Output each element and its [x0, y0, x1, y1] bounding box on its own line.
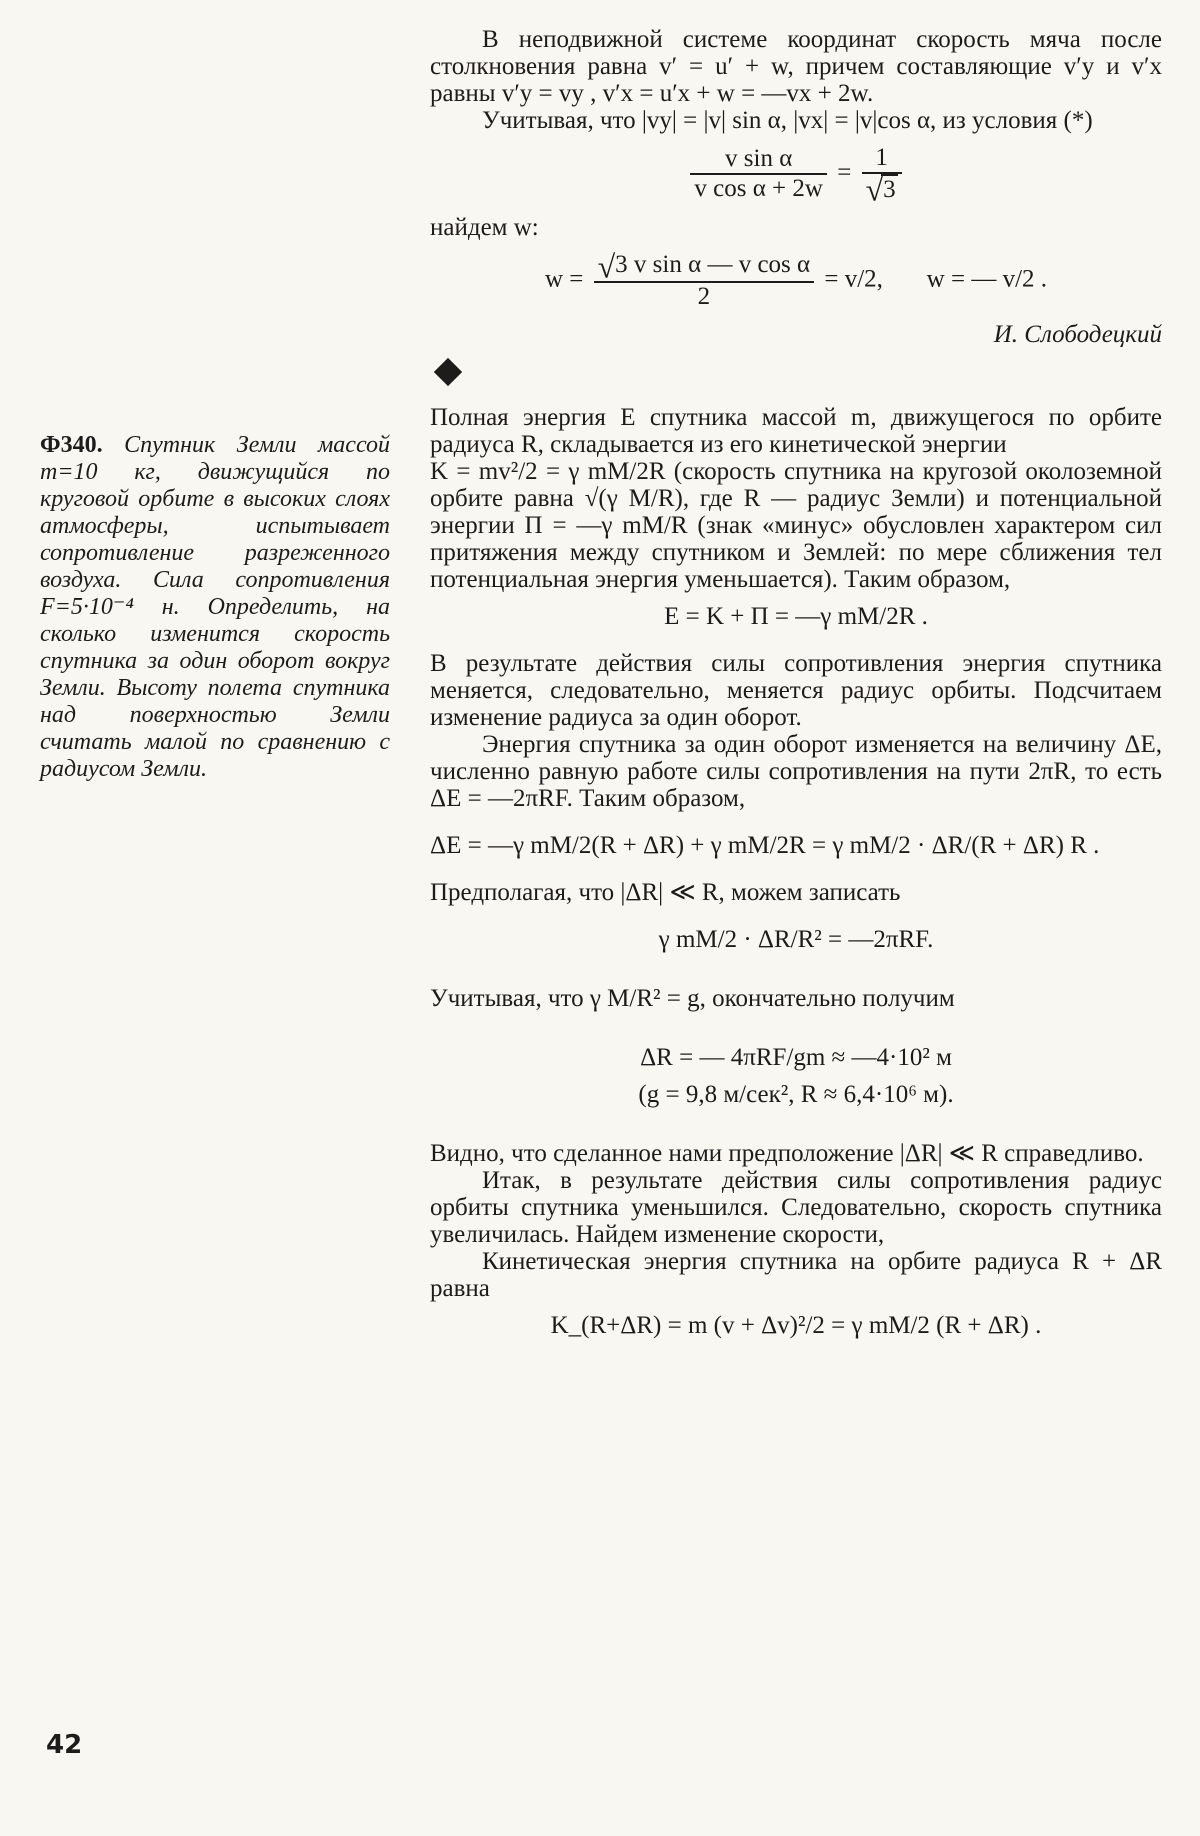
solution-paragraph-3: Энергия спутника за один оборот изменяется на величину ΔE, численно равную работе силы сопротивления на пути 2πR, то есть ΔE = —2πRF. Таким образом, [430, 730, 1162, 812]
eq2-right: w = — v/2 . [926, 265, 1048, 293]
equation-constants: (g = 9,8 м/сек², R ≈ 6,4·10⁶ м). [638, 1080, 954, 1108]
solution-paragraph-4: Предполагая, что |ΔR| ≪ R, можем записать [430, 878, 901, 906]
spacer [430, 869, 1162, 879]
main-column [430, 26, 1162, 1349]
problem-number: Ф340. [40, 432, 103, 458]
solution-paragraph-1a: Полная энергия E спутника массой m, движущегося по орбите радиуса R, складывается из его кинетической энергии [430, 403, 1162, 458]
sqrt-sign-icon: √ [865, 171, 884, 208]
eq1-fraction [690, 145, 827, 203]
sqrt-sign-icon: √ [597, 248, 616, 285]
eq2-middle: = v/2, [824, 265, 883, 293]
solution-paragraph-8: Кинетическая энергия спутника на орбите радиуса R + ΔR равна [430, 1247, 1162, 1302]
equation-kinetic-energy: K_(R+ΔR) = m (v + Δv)²/2 = γ mM/2 (R + ΔR) . [550, 1311, 1042, 1339]
problem-statement [40, 432, 390, 783]
solution-paragraph-6: Видно, что сделанное нами предположение |ΔR| ≪ R справедливо. [430, 1139, 1144, 1167]
eq2-numerator: 3 v sin α — v cos α [615, 251, 811, 279]
eq2-denominator: 2 [697, 282, 711, 310]
spacer [430, 906, 1162, 916]
eq1-rhs-fraction [862, 144, 902, 208]
solution-paragraph-2: В результате действия силы сопротивления энергия спутника меняется, следовательно, меняется радиус орбиты. Подсчитаем изменение радиуса за один оборот. [430, 649, 1162, 731]
solution-paragraph-7: Итак, в результате действия силы сопротивления радиус орбиты спутника уменьшился. Следовательно, скорость спутника увеличилась. Найдем изменение скорости, [430, 1166, 1162, 1248]
spacer [430, 812, 1162, 822]
eq1-rhs-numerator: 1 [862, 144, 902, 174]
equation-energy: E = K + П = —γ mM/2R . [664, 602, 928, 630]
equation-condition: $\frac{\text{v sin α}}{\text{v cos α + 2w}}$ = $\frac{1}{√3}$ [430, 144, 1162, 204]
eq2-fraction [594, 248, 815, 310]
diamond-separator-icon [434, 357, 462, 385]
eq2-lhs: w = [544, 265, 584, 293]
page-number: 42 [46, 1730, 83, 1760]
solution-paragraph-1b: K = mv²/2 = γ mM/2R (скорость спутника на кругозой околоземной орбите равна √(γ M/R), где R — радиус Земли) и потенциальной энергии П = —γ mM/R (знак «минус» обусловлен характером сил притяжения между спутником и Землей: по мере сближения тел потенциальная энергия уменьшается). Таким образом, [430, 457, 1162, 593]
solution-paragraph-5: Учитывая, что γ M/R² = g, окончательно получим [430, 984, 955, 1012]
eq1-rhs-denominator: √3 [865, 171, 896, 208]
prev-paragraph-2: Учитывая, что |vy| = |v| sin α, |vx| = |v|cos α, из условия (*) [482, 107, 1093, 134]
spacer [430, 963, 1162, 985]
equation-delta-energy: ΔE = —γ mM/2(R + ΔR) + γ mM/2R = γ mM/2 · ΔR/(R + ΔR) R . [430, 831, 1100, 859]
eq1-denominator: v cos α + 2w [694, 175, 823, 203]
spacer [430, 640, 1162, 650]
spacer [430, 1012, 1162, 1034]
equation-w [430, 248, 1162, 310]
prev-paragraph-1: В неподвижной системе координат скорость мяча после столкновения равна v′ = u′ + w, причем составляющие v′y и v′x равны v′y = vy , v′x = u′x + w = —vx + 2w. [430, 26, 1162, 107]
spacer [430, 1118, 1162, 1140]
equation-delta-r-result: ΔR = — 4πRF/gm ≈ —4·10² м [640, 1043, 952, 1071]
eq1-numerator: v sin α [690, 145, 827, 175]
find-w-text: найдем w: [430, 214, 539, 242]
equation-delta-r-relation: γ mM/2 · ΔR/R² = —2πRF. [658, 925, 934, 953]
problem-text: Спутник Земли массой m=10 кг, движущийся по круговой орбите в высоких слоях атмосферы, испытывает сопротивление разреженного воздуха. Сила сопротивления F=5·10⁻⁴ н. Определить, на сколько изменится скорость спутника за один оборот вокруг Земли. Высоту полета спутника над поверхностью Земли считать малой по сравнению с радиусом Земли. [40, 432, 390, 782]
author-signature: И. Слободецкий [993, 320, 1162, 348]
